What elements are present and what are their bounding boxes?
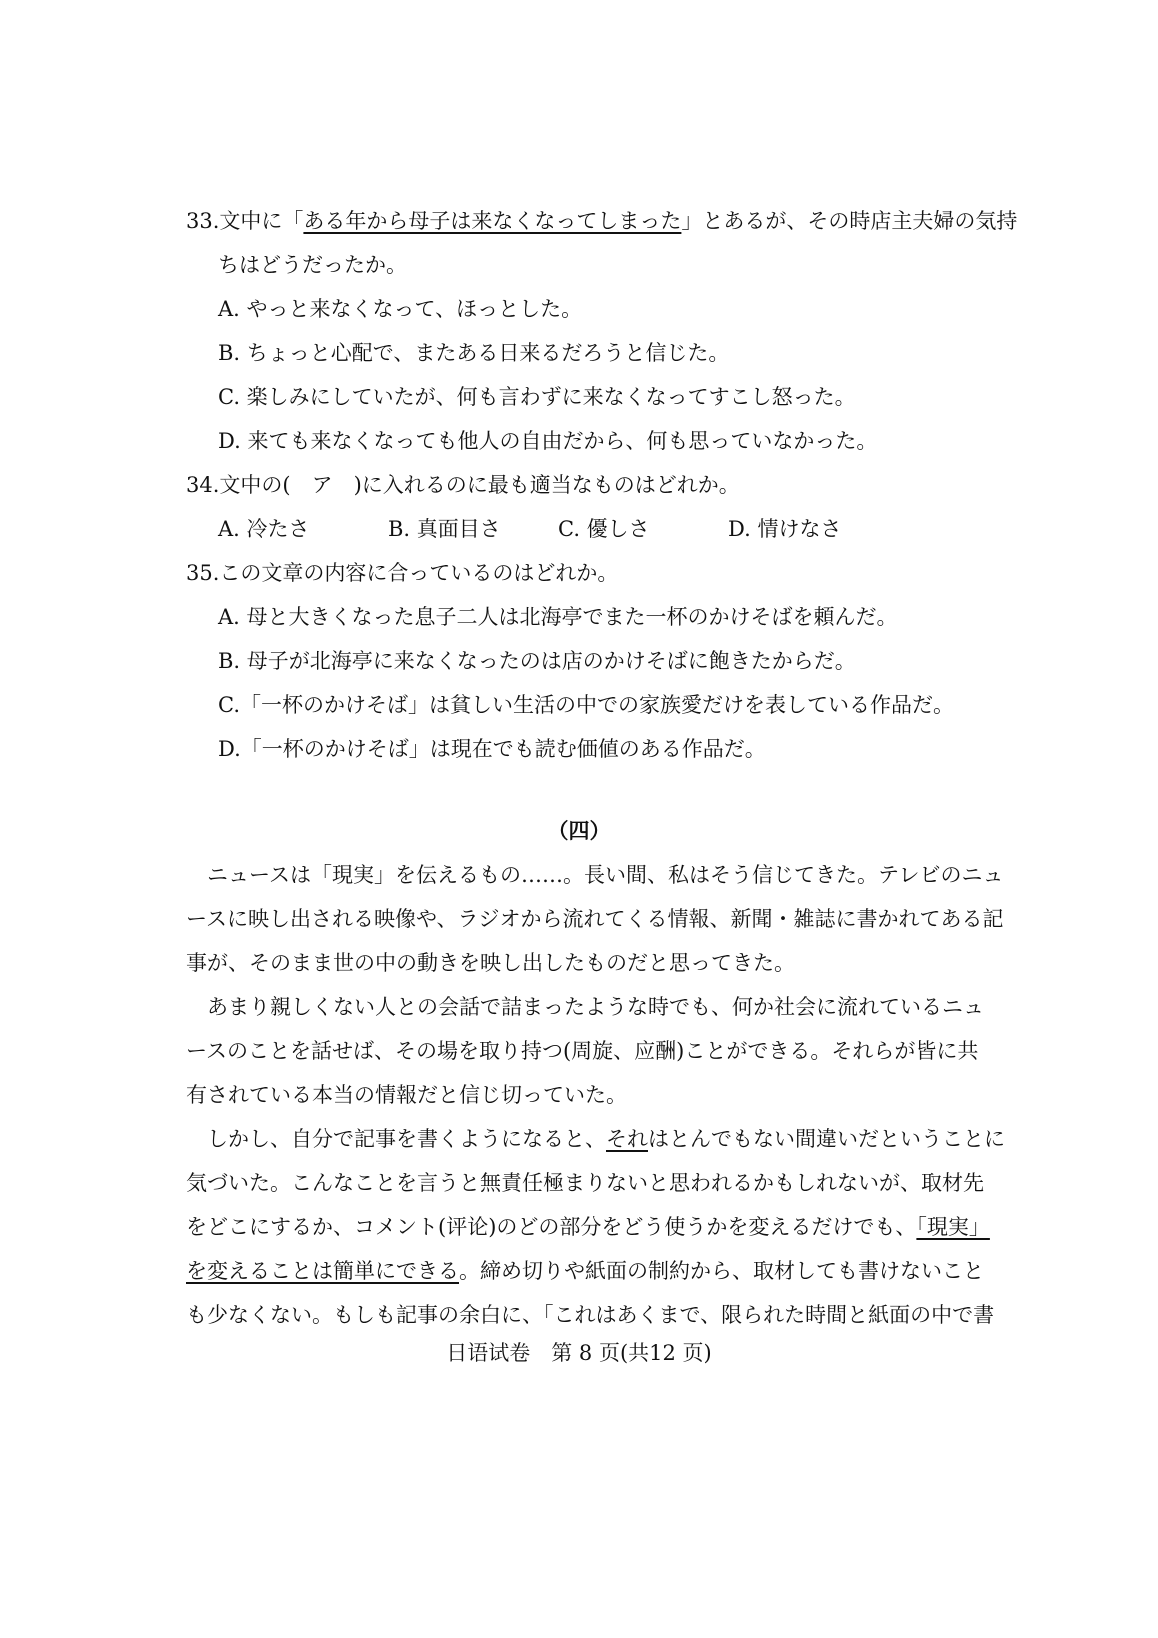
option-34a: A. 冷たさ <box>218 517 310 541</box>
passage-line: 有されている本当の情報だと信じ切っていた。 <box>186 1083 627 1107</box>
question-text-post: 」とあるが、その時店主夫婦の気持 <box>681 209 1018 233</box>
passage-line: 気づいた。こんなことを言うと無責任極まりないと思われるかもしれないが、取材先 <box>186 1171 984 1195</box>
option-33a: A. やっと来なくなって、ほっとした。 <box>218 297 583 321</box>
option-33d: D. 来ても来なくなっても他人の自由だから、何も思っていなかった。 <box>218 429 878 453</box>
question-35 <box>186 558 618 588</box>
option-35b: B. 母子が北海亭に来なくなったのは店のかけそばに飽きたからだ。 <box>218 649 856 673</box>
passage-line: を変えることは簡単にできる。締め切りや紙面の制約から、取材しても書けないこと <box>186 1259 984 1283</box>
option-35d: D.「一杯のかけそば」は現在でも読む価値のある作品だ。 <box>218 737 766 761</box>
question-text-pre: 文中に「 <box>219 209 304 233</box>
option-34d: D. 情けなさ <box>728 517 842 541</box>
option-33b: B. ちょっと心配で、またある日来るだろうと信じた。 <box>218 341 730 365</box>
option-35a: A. 母と大きくなった息子二人は北海亭でまた一杯のかけそばを頼んだ。 <box>218 605 898 629</box>
question-34-options <box>218 514 898 544</box>
question-text: この文章の内容に合っているのはどれか。 <box>219 561 619 585</box>
underlined-phrase: を変えることは簡単にできる <box>186 1259 459 1283</box>
passage-line: しかし、自分で記事を書くようになると、それはとんでもない間違いだということに <box>207 1127 1005 1151</box>
underlined-word: それ <box>606 1127 648 1151</box>
passage-line: ニュースは「現実」を伝えるもの……。長い間、私はそう信じてきた。テレビのニュ <box>207 863 1004 887</box>
passage-line: 事が、そのまま世の中の動きを映し出したものだと思ってきた。 <box>186 951 795 975</box>
question-number: 34. <box>186 473 220 497</box>
question-number: 33. <box>186 209 220 233</box>
passage-line: あまり親しくない人との会話で詰まったような時でも、何か社会に流れているニュ <box>207 995 984 1019</box>
underlined-quote: ある年から母子は来なくなってしまった <box>303 209 682 233</box>
question-33-continuation: ちはどうだったか。 <box>218 253 407 277</box>
passage-line: をどこにするか、コメント(评论)のどの部分をどう使うかを変えるだけでも、「現実」 <box>186 1215 990 1239</box>
passage-line: ースに映し出される映像や、ラジオから流れてくる情報、新聞・雑誌に書かれてある記 <box>186 907 1004 931</box>
question-text: 文中の( ア )に入れるのに最も適当なものはどれか。 <box>219 473 740 497</box>
option-35c: C.「一杯のかけそば」は貧しい生活の中での家族愛だけを表している作品だ。 <box>218 693 954 717</box>
underlined-phrase: 「現実」 <box>916 1215 990 1239</box>
passage-line: も少なくない。もしも記事の余白に、「これはあくまで、限られた時間と紙面の中で書 <box>186 1303 995 1327</box>
question-34 <box>186 470 740 500</box>
section-title: （四） <box>547 818 611 843</box>
page-footer: 日语试卷 第 8 页(共12 页) <box>446 1341 712 1365</box>
question-33 <box>186 206 1017 236</box>
option-34c: C. 優しさ <box>558 517 650 541</box>
passage-line: ースのことを話せば、その場を取り持つ(周旋、应酬)ことができる。それらが皆に共 <box>186 1039 979 1063</box>
option-33c: C. 楽しみにしていたが、何も言わずに来なくなってすこし怒った。 <box>218 385 856 409</box>
question-number: 35. <box>186 561 220 585</box>
option-34b: B. 真面目さ <box>388 517 501 541</box>
